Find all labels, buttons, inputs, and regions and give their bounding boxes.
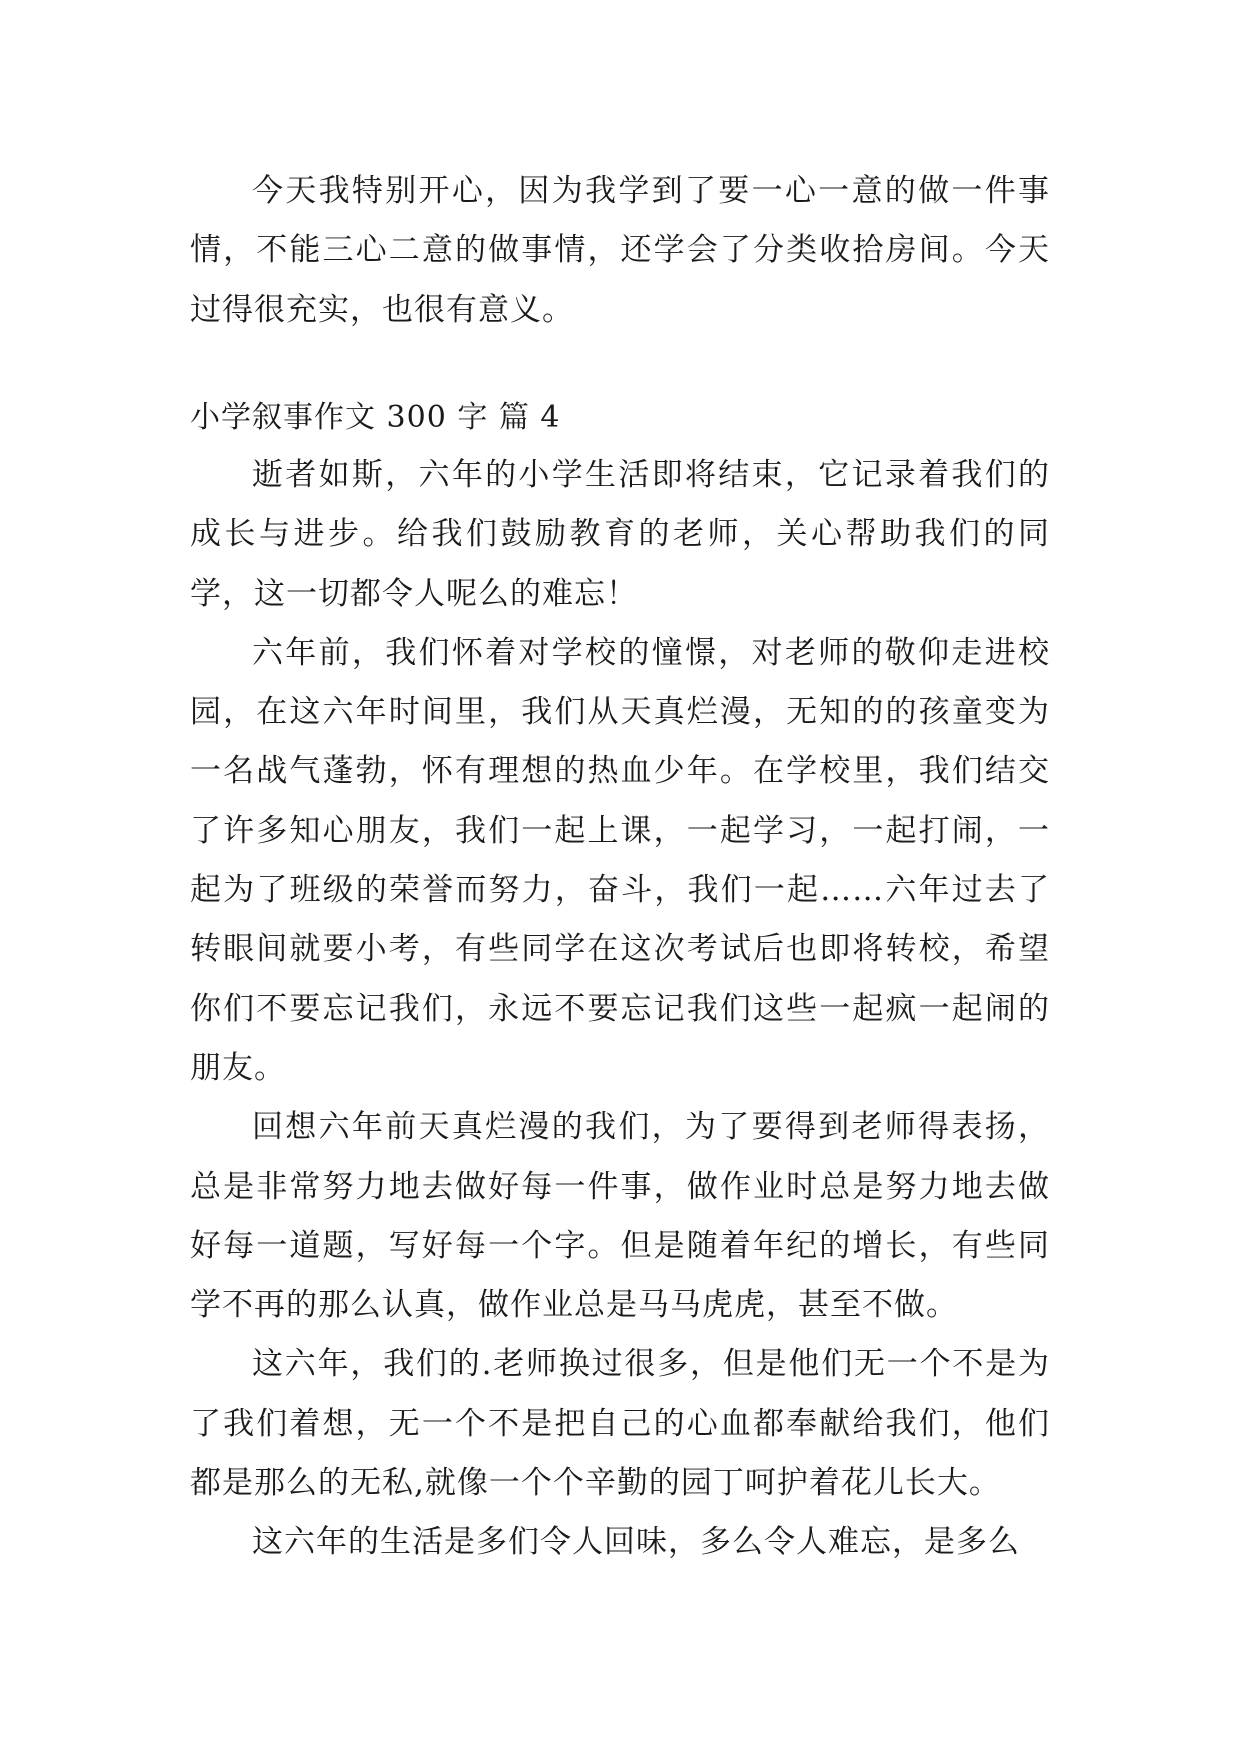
body-paragraph: 这六年的生活是多们令人回味，多么令人难忘，是多么 (252, 1524, 1020, 1561)
body-paragraph: 六年前，我们怀着对学校的憧憬，对老师的敬仰走进校园，在这六年时间里，我们从天真烂漫，无知的的孩童变为一名战气蓬勃，怀有理想的热血少年。在学校里，我们结交了许多知心朋友，我们一起上课，一起学习，一起打闹，一起为了班级的荣誉而努力，奋斗，我们一起……六年过去了转眼间就要小考，有些同学在这次考试后也即将转校，希望你们不要忘记我们，永远不要忘记我们这些一起疯一起闹的朋友。 (190, 634, 1050, 1086)
body-paragraph: 回想六年前天真烂漫的我们，为了要得到老师得表扬，总是非常努力地去做好每一件事，做作业时总是努力地去做好每一道题，写好每一个字。但是随着年纪的增长，有些同学不再的那么认真，做作业总是马马虎虎，甚至不做。 (190, 1109, 1050, 1324)
essay-body (190, 446, 1050, 1573)
intro-text-block (190, 162, 1050, 340)
section-heading: 小学叙事作文 300 字 篇 4 (190, 400, 561, 435)
body-paragraph: 逝者如斯，六年的小学生活即将结束，它记录着我们的成长与进步。给我们鼓励教育的老师，关心帮助我们的同学，这一切都令人呢么的难忘！ (190, 457, 1050, 612)
intro-paragraph: 今天我特别开心，因为我学到了要一心一意的做一件事情，不能三心二意的做事情，还学会了分类收拾房间。今天过得很充实，也很有意义。 (190, 173, 1050, 328)
body-paragraph: 这六年，我们的.老师换过很多，但是他们无一个不是为了我们着想，无一个不是把自己的心血都奉献给我们，他们都是那么的无私,就像一个个辛勤的园丁呵护着花儿长大。 (190, 1346, 1050, 1502)
